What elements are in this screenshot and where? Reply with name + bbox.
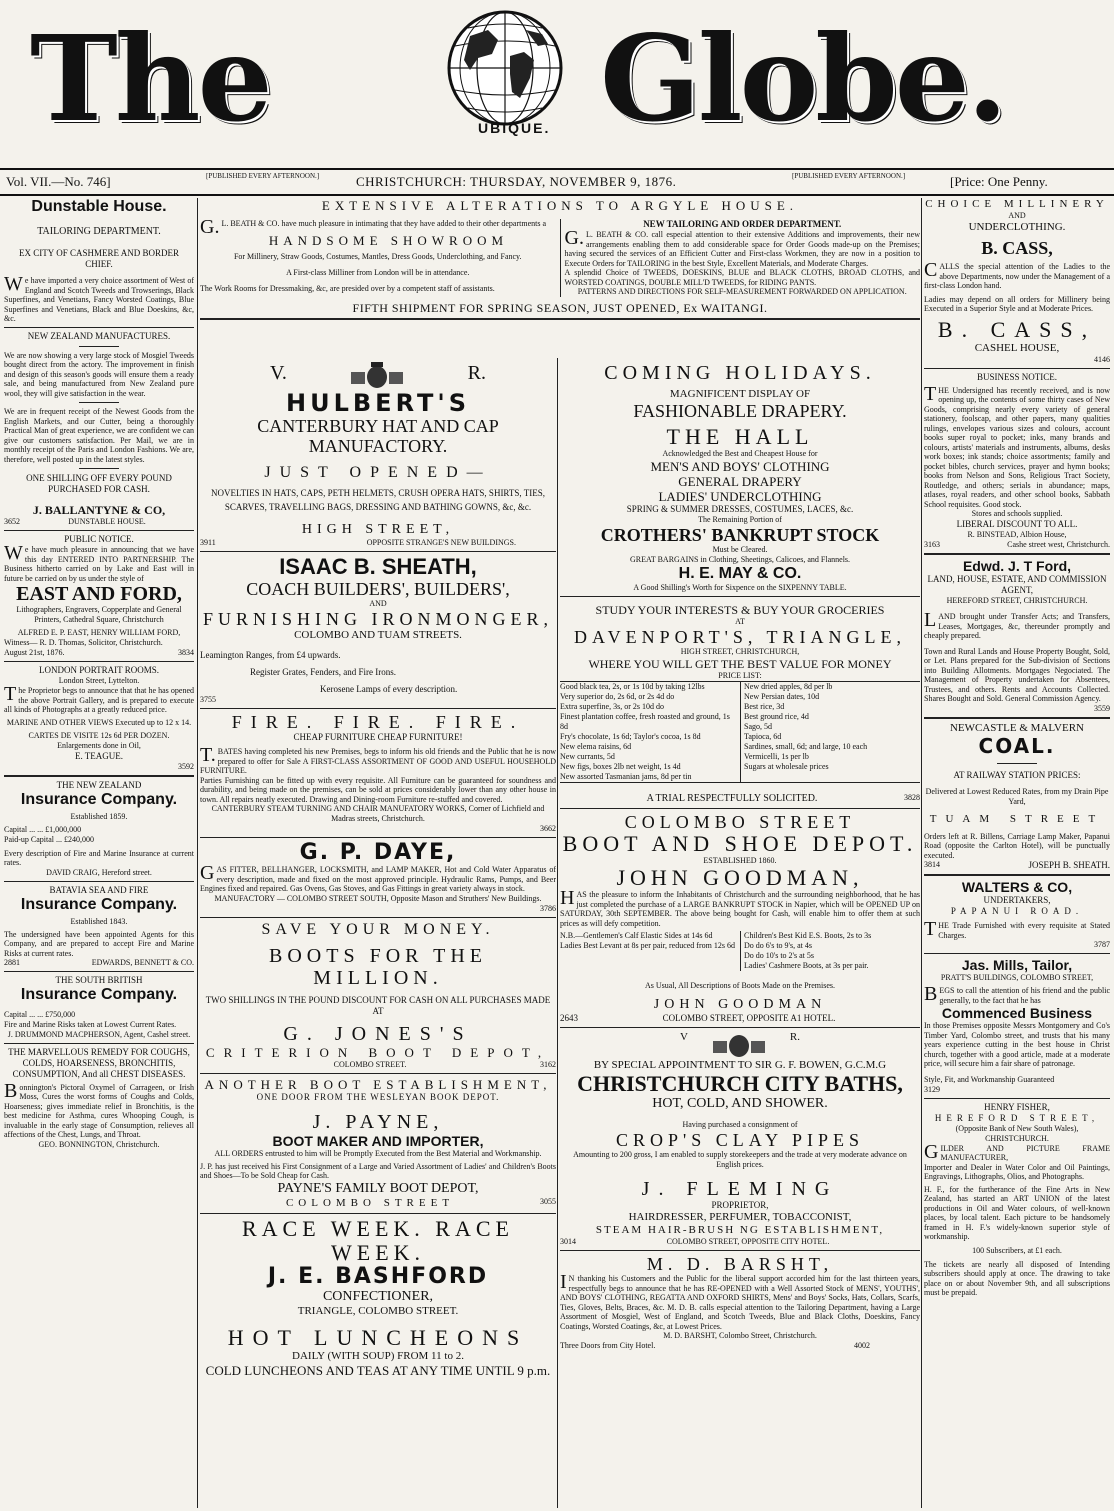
place-and-date: CHRISTCHURCH: THURSDAY, NOVEMBER 9, 1876. [356,174,677,189]
ad-body: T.BATES having completed his new Premises, begs to inform his old friends and the Public that he is now prepared to offer for Sale A FIRST-CLASS ASSORTMENT OF GOOD AND USEFUL HOUSEHOLD FURNITURE. [200,744,556,775]
royal-crest-icon [347,362,407,390]
ad-body: A Good Shilling's Worth for Sixpence on the SIXPENNY TABLE. [633,583,847,592]
ad-body: GREAT BARGAINS in Clothing, Sheetings, Calicoes, and Flannels. [629,555,851,564]
ad-number: 3828 [903,793,920,802]
ad-body: Importer and Dealer in Water Color and Oil Paintings, Engravings, Lithographs, Olios, and Photographs. [924,1162,1110,1181]
ad-heading: CHOICE MILLINERY [925,198,1109,210]
ad-body: The Proprietor begs to announce that that he has opened the above Portrait Gallery, and is prepared to execute all kinds of Photographs at a greatly reduced price. [4,683,194,714]
ad-subheading: THE SOUTH BRITISH [55,975,143,985]
ad-subheading: ONE DOOR FROM THE WESLEYAN BOOK DEPOT. [256,1091,500,1102]
ad-heading: HOT LUNCHEONS [227,1324,529,1350]
ad-address: Cashe street west, Christchurch. [1007,540,1110,549]
column-4 [924,198,1110,1508]
ad-number: 3162 [540,1059,556,1069]
price-item: Vermicelli, 1s per lb [744,752,809,761]
ad-address: CHRISTCHURCH. [985,1133,1049,1143]
ad-subheading: EX CITY OF CASHMERE AND BORDER CHIEF. [19,248,179,269]
ad-heading: NEWCASTLE & MALVERN [949,721,1085,734]
ad-number: 3834 [178,648,194,657]
ad-signature: J. DRUMMOND MACPHERSON, Agent, Cashel street. [7,1029,191,1039]
ad-signature: E. TEAGUE. [74,750,124,761]
price-item: New currants, 5d [560,752,615,761]
ad-heading: J. FLEMING [641,1178,839,1200]
royal-crest-icon [709,1031,769,1059]
ad-signature: EDWARDS, BENNETT & CO. [91,958,194,967]
ad-address: (Opposite Bank of New South Wales), [955,1123,1079,1133]
ad-signature: JOHN GOODMAN [653,997,827,1012]
ad-body: BEGS to call the attention of his friend and the public generally, to the fact that he has [924,983,1110,1005]
ad-address: MANUFACTORY — COLOMBO STREET SOUTH, Opposite Mason and Struthers' New Buildings. [214,893,542,903]
ad-heading: Edwd. J. T Ford, [962,558,1072,574]
ad-number: 3786 [540,903,556,913]
ad-subheading: NEW ZEALAND MANUFACTURES. [27,330,171,341]
ad-heading: JOHN GOODMAN, [616,865,864,890]
price-item: Best ground rice, 4d [744,712,809,721]
ad-body: DAILY (WITH SOUP) FROM 11 to 2. [292,1349,464,1362]
ad-subheading: BATAVIA SEA AND FIRE [49,884,149,895]
ad-body: SPRING & SUMMER DRESSES, COSTUMES, LACES, &c. [626,504,854,514]
ad-number: 4146 [1094,354,1110,364]
ad-body: A First-class Milliner from London will be in attendance. [286,267,470,277]
ad-subheading: PRICE LIST: [718,671,762,680]
ad-subheading: FIFTH SHIPMENT FOR SPRING SEASON, JUST OPENED, Ex WAITANGI. [352,301,768,315]
ad-body: Leamington Ranges, from £4 upwards. [200,650,341,660]
ad-signature: J. BALLANTYNE & CO, [32,503,166,517]
ad-heading: RACE WEEK. RACE WEEK. [242,1215,514,1265]
ad-heading: FIRE. FIRE. FIRE. [231,712,525,732]
ad-body: H. F., for the furtherance of the Fine Arts in New Zealand, has started an ART UNION of the latest productions in Oil and Water colours, of well-known places, by local talent. Each picture to be handsomely framed in H. F.'s widely-known superior style of workmanship. [924,1184,1110,1241]
masthead-title-the: The [30,9,270,148]
ad-subheading: THE NEW ZEALAND [56,779,142,790]
ad-body: Amounting to 200 gross, I am enabled to supply storekeepers and the trade at very moderate advance on English prices. [573,1150,907,1169]
ad-number: 3911 [200,538,216,547]
ad-subheading: FURNISHING IRONMONGER, [202,609,553,629]
price-item: Do do 10's to 2's at 5s [744,951,814,960]
argyle-house-ad [200,198,920,356]
ad-address: COLOMBO STREET, OPPOSITE A1 HOTEL. [662,1013,836,1023]
price-item: Good black tea, 2s, or 1s 10d by taking 12lbs [560,682,705,691]
ad-address: Three Doors from City Hotel. [560,1341,656,1350]
ad-heading: CHRISTCHURCH CITY BATHS, [577,1071,903,1096]
ad-body: Enlargements done in Oil, [57,740,141,750]
ad-body: The undersigned have been appointed Agents for this Company, and are prepared to accept Fire and Marine Risks at current rates. [4,929,194,958]
ad-heading: COAL. [978,733,1056,758]
ad-subheading: PUBLIC NOTICE. [64,534,134,544]
ad-address: HEREFORD STREET, CHRISTCHURCH. [946,596,1088,605]
price-item: Sugars at wholesale prices [744,762,829,771]
ad-body: G.L. BEATH & CO. have much pleasure in intimating that they have added to their other departments a [200,216,547,238]
ad-subheading: MEN'S AND BOYS' CLOTHING [650,459,830,474]
globe-emblem-icon [440,6,570,136]
publication-note-right: [PUBLISHED EVERY AFTERNOON.] [792,172,906,180]
column-rule [921,198,922,1508]
price-item: New elema raisins, 6d [560,742,632,751]
price-item: N.B.—Gentlemen's Calf Elastic Sides at 14s 6d [560,931,713,940]
dateline [0,168,1114,196]
ad-heading: THE HALL [666,424,814,449]
ad-heading: J. PAYNE, [312,1110,444,1133]
ad-body: 100 Subscribers, at £1 each. [972,1245,1062,1255]
ad-subheading: HAIRDRESSER, PERFUMER, TOBACCONIST, [628,1211,852,1223]
ad-signature: GEO. BONNINGTON, Christchurch. [38,1139,160,1149]
ad-heading: ANOTHER BOOT ESTABLISHMENT, [204,1076,552,1092]
ad-body: In those Premises opposite Messrs Montgomery and Co's Timber Yard, Colombo street, and trusts that his many years experience cutting in the best house in Christ church, together with a good article, made at a moderate price, will secure him a fair share of patronage. [924,1021,1110,1068]
ad-heading: CROTHERS' BANKRUPT STOCK [600,525,880,545]
price-item: Do do 6's to 9's, at 4s [744,941,812,950]
ad-body: Acknowledged the Best and Cheapest House for [662,449,818,458]
price-item: Ladies Best Levant at 8s per pair, reduced from 12s 6d [560,941,735,950]
ad-subheading: HANDSOME SHOWROOM [268,232,509,248]
ad-subheading: LADIES' UNDERCLOTHING [658,489,822,504]
ad-subheading: BUSINESS NOTICE. [976,371,1057,382]
ad-body: Bonnington's Pictoral Oxymel of Carrageen, or Irish Moss, Cures the worst forms of Coughs and Colds, Hoarseness; gives immediate relief in Bronchitis, is the best medicine for Asthma, cures Whooping Cough, is invaluable in the early stage of Consumption, relieves all affections of the Chest, Lungs, and Throat. [4,1079,194,1139]
ad-body: HAS the pleasure to inform the Inhabitants of Christchurch and the surrounding neighborhood, that he has just completed the purchase of a LARGE BANKRUPT STOCK in Napier, which will be OPENED UP on SATURDAY, 30th SEPTEMBER. The above being bought for Cash, will enable him to offer them at such prices as will defy competition. [560,887,920,928]
ad-body: LAND brought under Transfer Acts; and Transfers, Leases, Mortgages, &c, thereunder promptly and cheaply prepared. [924,609,1110,640]
ad-address: HIGH STREET, [301,522,455,537]
ad-heading: Commenced Business [941,1005,1093,1021]
ad-body: We have imported a very choice assortment of West of England and Scotch Tweeds and Trowserings, Black Superfines, and Venetians, Fancy Worsted Coatings, Blue Superfines and Venetians, Black and Blue Doeskins, &c, &c. [4,273,194,323]
ad-heading: STUDY YOUR INTERESTS & BUY YOUR GROCERIES [595,603,885,617]
ad-heading: G. JONES'S [283,1022,473,1045]
ad-body: Established 1859. [70,811,128,821]
ad-body: Must be Cleared. [712,545,768,554]
ad-body: Orders left at R. Billens, Carriage Lamp Maker, Papanui Road (opposite the Carlton Hotel), will be punctually executed. [924,831,1110,860]
price-item: Finest plantation coffee, fresh roasted and ground, 1s 8d [560,712,730,731]
ad-heading: WALTERS & CO, [961,879,1073,895]
ad-subheading: LIBERAL DISCOUNT TO ALL. [956,519,1078,529]
ad-body: Paid-up Capital ... £240,000 [4,834,94,844]
ad-body: Ladies may depend on all orders for Millinery being Executed in a Superior Style and at Moderate Prices. [924,294,1110,313]
ad-body: For Millinery, Straw Goods, Costumes, Mantles, Dress Goods, Underclothing, and Fancy. [233,251,522,261]
ad-signature: JOSEPH B. SHEATH. [1028,860,1110,870]
ad-body: Lithographers, Engravers, Copperplate and General Printers, Cathedral Square, Christchurch [16,605,182,624]
ad-number: 3652 [4,517,20,526]
price-item: Extra superfine, 3s, or 2s 10d do [560,702,664,711]
ad-body: ALL ORDERS entrusted to him will be Promptly Executed from the Best Material and Workmanship. [214,1148,542,1158]
ad-heading: COLOMBO STREET [624,812,856,832]
price-list-right [740,682,920,782]
ad-subheading: NEW TAILORING AND ORDER DEPARTMENT. [643,219,842,229]
masthead-title-globe: Globe. [600,9,1005,148]
ad-subheading: PAYNE'S FAMILY BOOT DEPOT, [277,1180,479,1196]
ad-address: PRATT'S BUILDINGS, COLOMBO STREET, [940,973,1094,982]
price-list-left [560,682,736,782]
ad-signature: DAVID CRAIG, Hereford street. [46,867,152,877]
ad-body: The Remaining Portion of [698,515,782,524]
ad-body: GAS FITTER, BELLHANGER, LOCKSMITH, and LAMP MAKER, Hot and Cold Water Apparatus of every description, made and fixed on the most approved principle. Hydraulic Rams, Pumps, and Beer Engines fixed and repaired. Gas Ovens, Gas Stoves, and Gas Fittings in great variety always in stock. [200,862,556,893]
ad-subheading: BOOT MAKER AND IMPORTER, [272,1132,484,1149]
ad-number: 3055 [540,1196,556,1206]
ad-subheading: CHEAP FURNITURE CHEAP FURNITURE! [293,732,463,742]
ad-address: London Street, Lyttelton. [58,676,140,685]
price-item: New figs, boxes 2lb net weight, 1s 4d [560,762,681,771]
ad-body: Capital ... ... £1,000,000 [4,824,82,834]
price-item: Children's Best Kid E.S. Boots, 2s to 3s [744,931,872,940]
ad-subheading: GILDER AND PICTURE FRAME MANUFACTURER, [924,1140,1110,1163]
ad-number: 3755 [200,695,216,704]
ad-body: Having purchased a consignment of [682,1120,798,1129]
ad-address: COLOMBO STREET, OPPOSITE CITY HOTEL. [666,1237,830,1246]
publication-note-left: [PUBLISHED EVERY AFTERNOON.] [206,172,320,180]
price-item: Very superior do, 2s 6d, or 2s 4d do [560,692,675,701]
ad-heading: Jas. Mills, Tailor, [961,957,1073,973]
price: [Price: One Penny. [950,174,1048,189]
ad-body: We have much pleasure in announcing that we have this day ENTERED INTO PARTNERSHIP. The Business hitherto carried on by Lake and East will in future be carried on by us under the style of [4,542,194,583]
ad-subheading: LONDON PORTRAIT ROOMS. [38,665,160,675]
ad-heading: DAVENPORT'S, TRIANGLE, [573,627,906,647]
ad-body: Stores and schools supplied. [971,509,1063,518]
ad-heading: Dunstable House. [31,198,167,215]
ad-body: Kerosene Lamps of every description. [320,684,458,694]
ad-heading: SAVE YOUR MONEY. [261,920,495,938]
ad-subheading: CRITERION BOOT DEPOT, [205,1044,551,1060]
ad-subheading: THE MARVELLOUS REMEDY FOR COUGHS, COLDS, HOARSENESS, BRONCHITIS, CONSUMPTION, And all CHEST DISEASES. [8,1046,190,1079]
ad-address: DUNSTABLE HOUSE. [68,517,146,526]
ad-signature: ALFRED E. P. EAST, HENRY WILLIAM FORD, [17,628,181,637]
ad-number: 4002 [854,1341,870,1350]
ad-subheading: STEAM HAIR-BRUSH NG ESTABLISHMENT, [595,1224,885,1236]
masthead [0,0,1114,168]
ad-body: TWO SHILLINGS IN THE POUND DISCOUNT FOR CASH ON ALL PURCHASES MADE AT [205,994,551,1016]
ad-body: ESTABLISHED 1860. [703,856,777,865]
ad-number: 3814 [924,860,940,869]
price-item: New assorted Tasmanian jams, 8d per tin [560,772,692,781]
ad-body: Every description of Fire and Marine Insurance at current rates. [4,848,194,867]
ad-body: J. P. has just received his First Consignment of a Large and Varied Assortment of Ladies' and Children's Boots and Shoes—To be Sold Cheap for Cash. [200,1161,556,1180]
ad-heading: HULBERT'S [286,389,470,417]
ad-subheading: AT RAILWAY STATION PRICES: [953,769,1081,780]
ad-number: 2881 [4,958,20,967]
column-3 [560,362,920,1508]
ad-heading: Insurance Company. [20,986,178,1003]
ad-body: AND [369,599,387,608]
ad-subheading: HOT, COLD, AND SHOWER. [652,1096,828,1111]
ad-heading: COMING HOLIDAYS. [604,362,876,384]
ad-body: We are now showing a very large stock of Mosgiel Tweeds bought direct from the actory. The improvement in finish and design of this season's goods will ensure them a ready sale, and being manufactured from New Zealand pure wool, they will give satisfaction in the wear. [4,350,194,398]
ad-heading: CROP'S CLAY PIPES [616,1130,864,1150]
ad-body: A splendid Choice of TWEEDS, DOESKINS, BLUE and BLACK CLOTHS, BROAD CLOTHS, and WORSTED COATINGS, DOUBLE MILL'D TWEEDS, for RIDING PANTS. [564,268,920,287]
ad-address: CANTERBURY STEAM TURNING AND CHAIR MANUFATORY WORKS, Corner of Lichfield and Madras streets, Christchurch. [211,804,545,823]
ad-heading: M. D. BARSHT, [646,1254,834,1274]
ad-subheading: ONE SHILLING OFF EVERY POUND PURCHASED FOR CASH. [26,473,172,494]
ad-address: COLOMBO AND TUAM STREETS. [294,629,462,641]
ad-heading: EAST AND FORD, [16,583,182,605]
ad-number: 3662 [540,824,556,833]
ad-address: CASHEL HOUSE, [974,341,1060,354]
ad-body: As Usual, All Descriptions of Boots Made on the Premises. [645,981,835,990]
column-1 [4,198,194,1508]
ad-address: COLOMBO STREET. [333,1059,407,1069]
ad-body: AND [1008,211,1026,220]
ad-body: Capital ... ... £750,000 [4,1010,76,1019]
ad-date: August 21st, 1876. [4,648,65,657]
ad-signature: R. BINSTEAD, Albion House, [967,530,1067,539]
ad-subheading: TAILORING DEPARTMENT. [37,226,161,237]
ad-subheading: WHERE YOU WILL GET THE BEST VALUE FOR MONEY [588,657,892,671]
ad-body: Delivered at Lowest Reduced Rates, from my Drain Pipe Yard, [925,786,1109,806]
ad-number: 3592 [178,761,194,771]
ad-address: HEREFORD STREET, [934,1112,1100,1123]
ad-subheading: COACH BUILDERS', BUILDERS', [246,579,510,599]
volume-number: Vol. VII.—No. 746] [6,174,111,189]
ad-heading: EXTENSIVE ALTERATIONS TO ARGYLE HOUSE. [321,198,799,213]
ad-heading: ISAAC B. SHEATH, [279,554,477,579]
ad-subheading: CONFECTIONER, [322,1288,434,1304]
ad-subheading: UNDERCLOTHING. [968,221,1066,233]
ad-address: HIGH STREET, CHRISTCHURCH, [680,647,800,656]
column-rule [197,198,198,1508]
ad-subheading: CANTERBURY HAT AND CAP MANUFACTORY. [257,416,499,456]
masthead-motto: UBIQUE. [478,120,551,136]
ad-body: CALLS the special attention of the Ladies to the above Departments, now under the Management of a first-class London hand. [924,259,1110,290]
ad-number: 3559 [1094,703,1110,713]
ad-address: OPPOSITE STRANGE'S NEW BUILDINGS. [366,538,516,547]
ad-signature: M. D. BARSHT, Colombo Street, Christchurch. [663,1331,817,1340]
ad-body: Established 1843. [70,916,128,926]
royal-cipher: R. [467,362,486,384]
ad-heading: B. CASS, [981,238,1053,258]
ad-number: 3014 [560,1237,576,1246]
ad-body: The Work Rooms for Dressmaking, &c, are presided over by a competent staff of assistants. [200,283,495,293]
royal-cipher: V. [270,362,287,384]
ad-heading: Insurance Company. [20,895,178,913]
ad-heading: Insurance Company. [20,790,178,808]
ad-heading: FASHIONABLE DRAPERY. [633,401,847,421]
ad-address: TRIANGLE, COLOMBO STREET. [297,1304,459,1317]
ad-address: COLOMBO STREET [285,1196,455,1209]
ad-number: 3787 [1094,940,1110,949]
ad-address: PAPANUI ROAD. [950,906,1084,916]
ad-subheading: A TRIAL RESPECTFULLY SOLICITED. [646,793,818,804]
ad-heading: J. E. BASHFORD [267,1263,489,1289]
ad-body: NOVELTIES IN HATS, CAPS, PETH HELMETS, CRUSH OPERA HATS, SHIRTS, TIES, SCARVES, TRAVELLING BAGS, DRESSING AND BATHING GOWNS, &c, &c. [210,488,545,512]
ad-heading: G. P. DAYE, [299,840,457,865]
ad-subheading: UNDERTAKERS, [983,895,1051,905]
ad-number: 3129 [924,1084,940,1094]
ad-body: Fire and Marine Risks taken at Lowest Current Rates. [4,1020,177,1029]
ad-subheading: JUST OPENED— [264,464,492,481]
price-item: Best rice, 3d [744,702,785,711]
price-item: Fry's chocolate, 1s 6d; Taylor's cocoa, 1s 8d [560,732,701,741]
ad-body: Town and Rural Lands and House Property Bought, Sold, or Let. Plans prepared for the Sub-division of Sections into Building Allotments. Mortgages Negociated. The Management of Property undertaken for Absentees, Trustees, and others. Rents and Accounts Collected. Shares Bought and Sold. General Commission Agency. [924,646,1110,703]
price-item: Sardines, small, 6d; and large, 10 each [744,742,868,751]
ad-number: 2643 [560,1013,578,1023]
ad-body: MARINE AND OTHER VIEWS Executed up to 12 x 14. [6,717,192,727]
ad-body: THE Undersigned has recently received, and is now opening up, the contents of some thirty cases of New Goods, comprising nearly every variety of general stationery, foolscap, and other papers, many qualities rulings, envelopes various sizes and colours, account books super royal to pocket; inks, many brands and colours, artists' materials and instruments, albums, desks work boxes; ink stands; choice assortments; family and pocket bibles, church services, prayer and hymn books; books from Nelson and Sons, Religious Tract Society, Routledge, and others; serials in abundance; maps, atlases, royal readers, and other school books, Sabbath School requisites. Good stock. [924,382,1110,509]
ad-heading: B. CASS, [937,316,1097,342]
ad-body: COLD LUNCHEONS AND TEAS AT ANY TIME UNTIL 9 p.m. [205,1362,551,1378]
royal-cipher: V [680,1031,688,1043]
ad-body: We are in frequent receipt of the Newest Goods from the English Markets, and our Cutter, being a thoroughly Practical Man of great experience, we are confident we can give our customers satisfaction. Per Mail, we are in monthly receipt of the Paris and London Fashions. We are, therefore, well posted up in the latest styles. [4,407,194,464]
ad-heading: BOOTS FOR THE MILLION. [269,944,487,989]
price-item: Sago, 5d [744,722,772,731]
column-2 [200,362,556,1508]
ad-subheading: BY SPECIAL APPOINTMENT TO SIR G. F. BOWEN, G.C.M.G [593,1059,887,1071]
ad-body: THE Trade Furnished with every requisite at Stated Charges. [924,918,1110,940]
ad-subheading: LAND, HOUSE, ESTATE, AND COMMISSION AGENT, [927,574,1107,595]
ad-body: CARTES DE VISITE 12s 6d PER DOZEN. [28,730,170,740]
ad-address: TUAM STREET [929,812,1105,825]
ad-body: Witness— R. D. Thomas, Solicitor, Christchurch. [4,638,163,647]
ad-subheading: MAGNIFICENT DISPLAY OF [669,388,811,400]
ad-subheading: PROPRIETOR, [711,1200,769,1210]
ad-body: Style, Fit, and Workmanship Guaranteed [924,1074,1055,1084]
ad-body: Parties Furnishing can be fitted up with every requisite. All Furniture can be guaranteed for soundness and durability, and being made on the premises, can be sold at prices considerably lower than any other house in town. All repairs neatly executed. Drawing and Dining-room Furniture re-stuffed and covered. [200,775,556,804]
price-item: New dried apples, 8d per lb [744,682,833,691]
column-rule [557,358,558,1508]
ad-body: The tickets are nearly all disposed of Intending subscribers should apply at once. The drawing to take place on or about November 9th, and all subscriptions must be prepaid. [924,1259,1110,1297]
ad-body: Register Grates, Fenders, and Fire Irons. [250,667,396,677]
price-item: Ladies' Cashmere Boots, at 3s per pair. [744,961,869,970]
royal-cipher: R. [789,1031,800,1043]
ad-body: G.L. BEATH & CO. call especial attention to their extensive Additions and improvements, their new arrangements enabling them to add considerable space for Order Goods made-up on the Premises; having secured the services of an Efficient Cutter and First-class Workmen, they are now in a position to Execute Orders for TAILORING in the best Style, Excellent Materials, and Moderate Charges. [564,227,920,268]
ad-number: 3163 [924,540,940,549]
ad-heading: H. E. MAY & CO. [678,565,802,582]
ad-body: IN thanking his Customers and the Public for the liberal support accorded him for the last thirteen years, respectfully begs to announce that he has RE-OPENED with a Well Assorted Stock of MENS', YOUTHS', AND BOYS' CLOTHING, REGATTA AND OXFORD SHIRTS, Mens' and Boys' Socks, Hats, Collars, Scarfs, Ties, Gloves, Belts, Braces, &c. M. D. B. calls especial attention to the Tailoring Department, having a Large Assortment of Mosgiel, West of England, and Scotch Tweeds, Blue and Black Cloths, Doeskins, Fancy Coatings, Worsted Coatings, &c, at Lowest Prices. [560,1271,920,1331]
ad-heading: HENRY FISHER, [984,1101,1050,1112]
price-item: New Persian dates, 10d [744,692,820,701]
ad-body: AT [735,617,745,626]
ad-heading: BOOT AND SHOE DEPOT. [562,831,918,856]
ad-subheading: GENERAL DRAPERY [678,474,802,489]
ad-body: PATTERNS AND DIRECTIONS FOR SELF-MEASUREMENT FORWARDED ON APPLICATION. [577,287,907,296]
price-item: Tapioca, 6d [744,732,782,741]
